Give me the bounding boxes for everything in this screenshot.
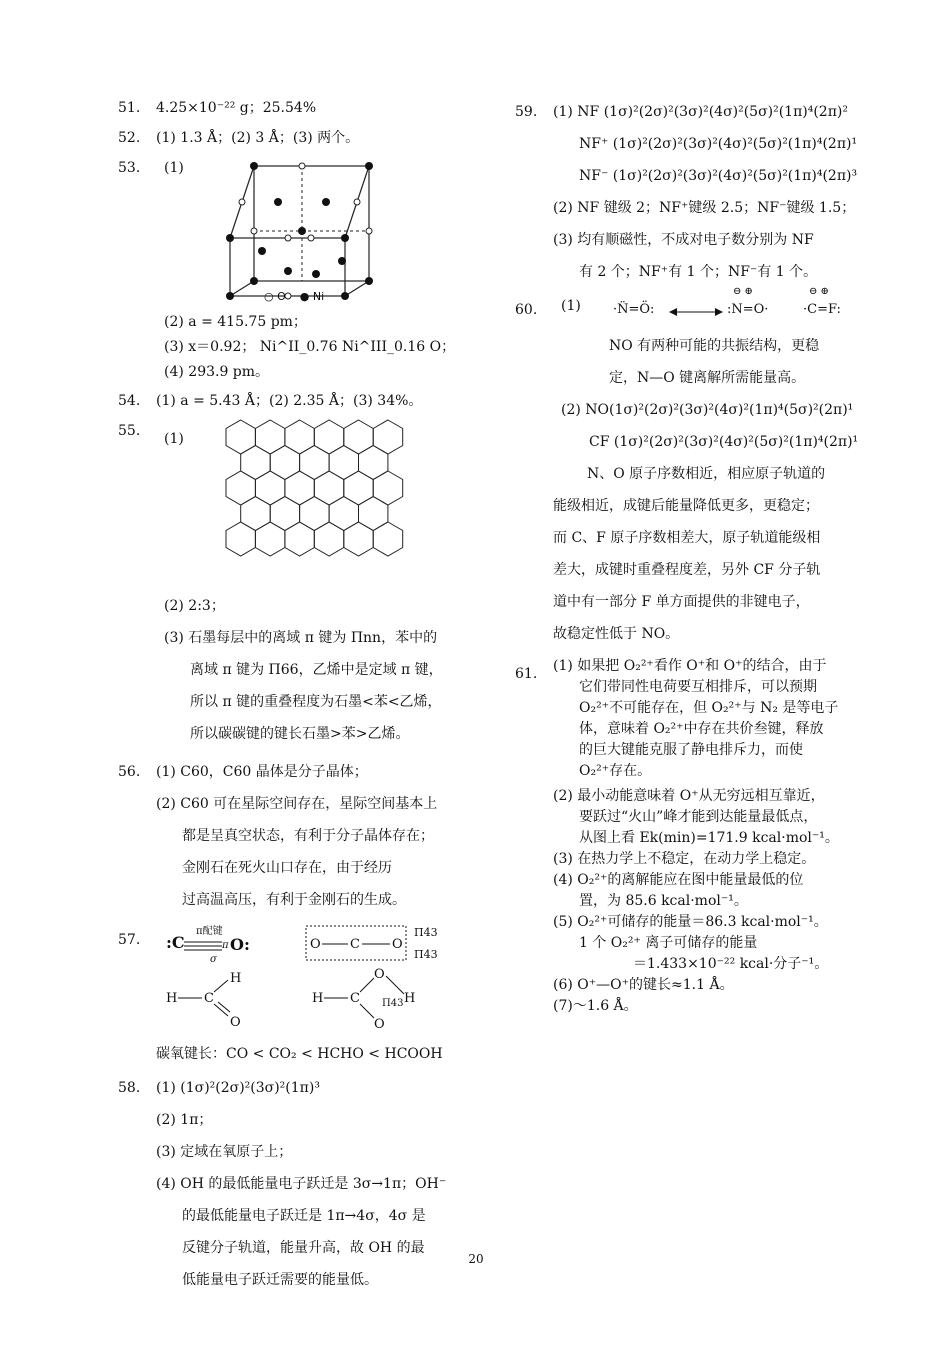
- hexagon-ring: [329, 446, 358, 480]
- answer-line: 差大，成键时重叠程度差，另外 CF 分子轨: [553, 562, 821, 578]
- answer-55: [118, 419, 486, 750]
- graphite-layer-figure: [212, 419, 412, 579]
- answer-line: (1) 如果把 O₂²⁺看作 O⁺和 O⁺的结合，由于: [553, 658, 827, 674]
- hexagon-ring: [314, 471, 344, 505]
- pi-dative-label: π配键: [196, 926, 223, 937]
- answer-line: (2) 1π；: [156, 1112, 213, 1128]
- hexagon-ring: [226, 420, 255, 454]
- answer-number: 58.: [118, 1080, 141, 1096]
- svg-text:O: O: [392, 937, 403, 952]
- answer-line: 道中有一部分 F 单方面提供的非键电子，: [553, 594, 810, 610]
- answer-line: 要跃过“火山”峰才能到达能量最低点，: [579, 809, 818, 825]
- answer-text: (1) 1.3 Å；(2) 3 Å；(3) 两个。: [156, 130, 360, 146]
- answer-line: (1) NF (1σ)²(2σ)²(3σ)²(4σ)²(5σ)²(1π)⁴(2π)²: [553, 104, 848, 120]
- svg-text:π: π: [222, 940, 229, 951]
- hexagon-ring: [359, 497, 388, 531]
- svg-text::C: :C: [166, 933, 185, 952]
- answer-line: CF (1σ)²(2σ)²(3σ)²(4σ)²(5σ)²(1π)⁴(2π)¹: [589, 434, 859, 450]
- hexagon-ring: [285, 522, 314, 556]
- answer-line: 1 个 O₂²⁺ 离子可储存的能量: [579, 935, 758, 951]
- answer-number: 52.: [118, 130, 141, 146]
- hexagon-ring: [300, 497, 330, 531]
- hexagon-ring: [270, 446, 299, 480]
- answer-line: 离域 π 键为 Π66，乙烯中是定域 π 键，: [190, 662, 443, 678]
- answer-line: NF⁻ (1σ)²(2σ)²(3σ)²(4σ)²(5σ)²(1π)⁴(2π)³: [579, 168, 858, 184]
- answer-line: 有 2 个；NF⁺有 1 个；NF⁻有 1 个。: [579, 264, 818, 280]
- answer-text: 4.25×10⁻²² g；25.54%: [156, 100, 317, 116]
- answer-56: [118, 756, 486, 916]
- legend-oxygen-icon: ○: [264, 290, 274, 303]
- answer-line: 反键分子轨道，能量升高，故 OH 的最: [182, 1240, 425, 1256]
- legend-nickel-label: Ni: [312, 290, 325, 303]
- svg-text:Π43: Π43: [382, 998, 404, 1009]
- answer-number: 57.: [118, 932, 141, 948]
- answer-line: (4) 293.9 pm。: [164, 364, 270, 380]
- svg-text:O: O: [374, 967, 385, 982]
- answer-number: 54.: [118, 393, 141, 409]
- hexagon-ring: [255, 522, 285, 556]
- svg-text:H: H: [312, 991, 324, 1006]
- answer-line: 的最低能量电子跃迁是 1π→4σ，4σ 是: [182, 1208, 426, 1224]
- answer-line: NF⁺ (1σ)²(2σ)²(3σ)²(4σ)²(5σ)²(1π)⁴(2π)¹: [579, 136, 858, 152]
- answer-line: 它们带同性电荷要互相排斥，可以预期: [579, 679, 817, 695]
- hexagon-ring: [344, 420, 373, 454]
- answer-59: [515, 96, 875, 288]
- answer-line: 所以碳碳键的键长石墨>苯>乙烯。: [190, 726, 410, 742]
- answer-line: 定，N—O 键离解所需能量高。: [609, 370, 806, 386]
- answer-51: [118, 96, 486, 126]
- svg-text:O: O: [374, 1017, 385, 1032]
- answer-line: N、O 原子序数相近，相应原子轨道的: [587, 466, 826, 482]
- answer-number: 56.: [118, 764, 141, 780]
- hexagon-ring: [241, 446, 271, 480]
- answer-line: 从图上看 Ek(min)=171.9 kcal·mol⁻¹。: [579, 830, 839, 846]
- answer-line: O₂²⁺不可能存在，但 O₂²⁺与 N₂ 是等电子: [579, 700, 839, 716]
- part-label: (1): [164, 431, 184, 447]
- answer-line: (3) 均有顺磁性，不成对电子数分别为 NF: [553, 232, 814, 248]
- answer-line: (4) O₂²⁺的离解能应在图中能量最低的位: [553, 872, 804, 888]
- svg-text:H: H: [230, 971, 242, 986]
- svg-text:H: H: [404, 991, 416, 1006]
- answer-line: (2) C60 可在星际空间存在，星际空间基本上: [156, 796, 438, 812]
- answer-line: 低能量电子跃迁需要的能量低。: [182, 1272, 378, 1288]
- formal-charge-icon: ⊖ ⊕: [733, 286, 753, 297]
- answer-line: (4) OH 的最低能量电子跃迁是 3σ→1π；OH⁻: [156, 1176, 447, 1192]
- answer-line: (2) a = 415.75 pm；: [164, 314, 307, 330]
- hexagon-ring: [314, 420, 344, 454]
- hexagon-ring: [314, 522, 344, 556]
- svg-text:H: H: [166, 991, 178, 1006]
- hexagon-ring: [329, 497, 358, 531]
- part-label: (1): [164, 160, 184, 176]
- answer-line: (2) NF 键级 2；NF⁺键级 2.5；NF⁻键级 1.5；: [553, 200, 856, 216]
- legend-oxygen-label: O: [277, 290, 286, 303]
- nio-unit-cell-figure: [216, 156, 386, 306]
- answer-line: 的巨大键能克服了静电排斥力，而使: [579, 742, 803, 758]
- answer-line: (1) (1σ)²(2σ)²(3σ)²(1π)³: [156, 1080, 320, 1096]
- answer-line: 能级相近，成键后能量降低更多，更稳定；: [553, 498, 819, 514]
- answer-line: 故稳定性低于 NO。: [553, 626, 680, 642]
- svg-text:O: O: [310, 937, 321, 952]
- answer-line: 都是呈真空状态，有利于分子晶体存在；: [182, 828, 434, 844]
- answer-number: 61.: [515, 666, 538, 682]
- formal-charge-icon: ⊖ ⊕: [809, 286, 829, 297]
- lewis-structure-no-b: :N=O·: [727, 302, 769, 317]
- answer-line: (1) C60，C60 晶体是分子晶体；: [156, 764, 368, 780]
- hexagon-ring: [285, 420, 314, 454]
- answer-line: NO 有两种可能的共振结构，更稳: [609, 338, 820, 354]
- resonance-arrow-icon: [669, 306, 723, 318]
- hexagon-ring: [255, 471, 285, 505]
- lewis-structure-cf: ·C=F:: [803, 302, 841, 317]
- hexagon-ring: [285, 471, 314, 505]
- answer-line: 而 C、F 原子序数相差大，原子轨道能级相: [553, 530, 821, 546]
- answer-line: (6) O⁺—O⁺的键长≈1.1 Å。: [553, 977, 734, 993]
- hexagon-ring: [344, 522, 373, 556]
- answer-number: 53.: [118, 160, 141, 176]
- answer-line: 过高温高压，有利于金刚石的生成。: [182, 892, 406, 908]
- answer-line: 置，为 85.6 kcal·mol⁻¹。: [579, 893, 748, 909]
- answer-line: (3) 在热力学上不稳定，在动力学上稳定。: [553, 851, 816, 867]
- hexagon-ring: [373, 420, 403, 454]
- answer-line: O₂²⁺存在。: [579, 763, 652, 779]
- answer-line: 金刚石在死火山口存在，由于经历: [182, 860, 392, 876]
- answer-text: (1) a = 5.43 Å；(2) 2.35 Å；(3) 34%。: [156, 393, 423, 409]
- hexagon-ring: [300, 446, 330, 480]
- svg-text:Π43: Π43: [414, 948, 438, 961]
- answer-number: 51.: [118, 100, 141, 116]
- answer-53: [118, 156, 486, 385]
- answer-54: [118, 389, 486, 419]
- svg-text:C: C: [204, 991, 214, 1006]
- svg-text:C: C: [350, 991, 360, 1006]
- answer-60: [515, 286, 875, 650]
- hexagon-ring: [344, 471, 373, 505]
- hexagon-ring: [226, 471, 255, 505]
- answer-line: (2) 最小动能意味着 O⁺从无穷远相互靠近，: [553, 788, 825, 804]
- answer-line: 体，意味着 O₂²⁺中存在共价叁键，释放: [579, 721, 824, 737]
- answer-line: (2) 2:3；: [164, 598, 225, 614]
- hexagon-ring: [373, 471, 403, 505]
- page-number: 20: [468, 1252, 484, 1266]
- answer-line: 所以 π 键的重叠程度为石墨<苯<乙烯，: [190, 694, 442, 710]
- svg-text:σ: σ: [210, 954, 217, 965]
- answer-line: (7)～1.6 Å。: [553, 998, 638, 1014]
- answer-line: ＝1.433×10⁻²² kcal·分子⁻¹。: [633, 956, 829, 972]
- svg-text:C: C: [350, 937, 360, 952]
- hexagon-ring: [255, 420, 285, 454]
- bonding-structures-figure: [156, 920, 496, 1032]
- bond-length-order: 碳氧键长：CO < CO₂ < HCHO < HCOOH: [156, 1046, 443, 1062]
- right-column: [515, 96, 875, 1017]
- answer-61: [515, 656, 875, 1017]
- answer-line: (5) O₂²⁺可储存的能量＝86.3 kcal·mol⁻¹。: [553, 914, 828, 930]
- lewis-structure-no-a: ·N̈=Ö:: [613, 302, 655, 317]
- svg-text:Π43: Π43: [414, 926, 438, 939]
- answer-line: (3) x＝0.92； Ni^II_0.76 Ni^III_0.16 O；: [164, 339, 456, 355]
- hexagon-ring: [373, 522, 403, 556]
- answer-line: (2) NO(1σ)²(2σ)²(3σ)²(4σ)²(1π)⁴(5σ)²(2π)¹: [561, 402, 854, 418]
- left-column: [118, 96, 486, 1296]
- answer-52: [118, 126, 486, 156]
- hexagon-ring: [241, 497, 271, 531]
- answer-line: (3) 石墨每层中的离域 π 键为 Πnn，苯中的: [164, 630, 438, 646]
- legend-nickel-icon: ●: [299, 290, 310, 303]
- part-label: (1): [561, 298, 581, 314]
- answer-line: (3) 定域在氧原子上；: [156, 1144, 293, 1160]
- svg-text:O:: O:: [230, 935, 250, 954]
- answer-57: [118, 920, 486, 1070]
- hexagon-ring: [270, 497, 299, 531]
- hexagon-ring: [226, 522, 255, 556]
- answer-number: 59.: [515, 104, 538, 120]
- svg-text:O: O: [230, 1015, 241, 1030]
- hexagon-ring: [359, 446, 388, 480]
- answer-number: 60.: [515, 302, 538, 318]
- answer-number: 55.: [118, 423, 141, 439]
